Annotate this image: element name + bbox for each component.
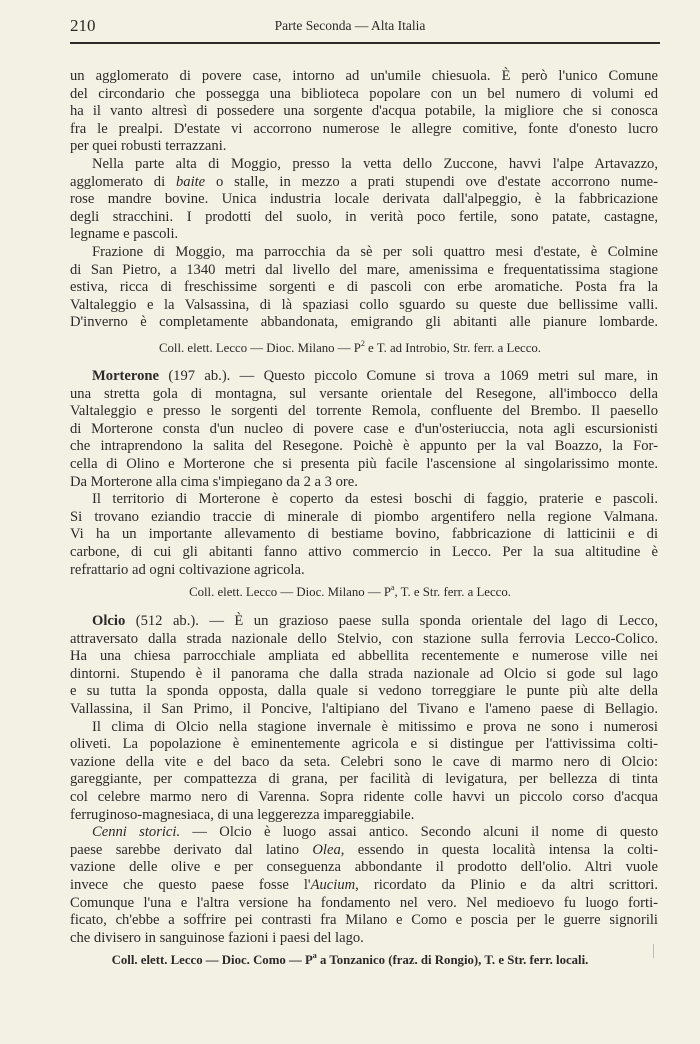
header-rule [70,42,660,44]
text-line: oliveti. La popolazione è eminentemente agricola e si distingue per l'attivissima colti- [70,736,658,753]
text-line: Frazione di Moggio, ma parrocchia da sè per soli quattro mesi d'estate, è Colmine [92,243,658,260]
text-line [70,877,658,895]
text-line [70,842,658,860]
text-line: un agglomerato di povere case, intorno ad un'umile chiesuola. È però l'unico Comune [70,68,658,84]
text-line: gareggiante, per compattezza di grana, per facilità di levigatura, per bellezza di tinta [70,771,658,788]
text-run: (512 ab.). — È un grazioso paese sulla sponda orientale del lago di Lecco, [125,613,658,629]
italic-term: Cenni storici. [92,824,181,841]
footer-text: , T. e Str. ferr. a Lecco. [394,585,511,599]
text-line: ferruginoso-magnesiaca, di una leggerezza impareggiabile. [70,806,415,823]
text-line: estiva, ricca di freschissime sorgenti e di pascoli con erbe aromatiche. Posta fra la [70,279,658,296]
text-line: Valtaleggio e presso le sorgenti del torrente Remola, confluente del Brembo. Il paesello [70,403,658,420]
entry-heading: Morterone [92,368,159,384]
text-line: Comunque l'una e l'altra versione ha fondamento nel vero. Nel medioevo fu luogo forti- [70,894,658,911]
text-line: cella di Olino e Morterone che si presenta più facile l'ascensione al singolarissimo monte. [70,455,658,472]
italic-term: Aucium [310,876,356,893]
text-line: carbone, di cui gli abitanti fanno attivo commercio in Lecco. Per la sua altitudine è [70,543,658,560]
running-header: Parte Seconda — Alta Italia [274,18,426,33]
text-line: Valtaleggio e la Valsassina, di là spaziasi collo sguardo su queste due bellissime valli. [70,296,658,313]
text-run: (197 ab.). — Questo piccolo Comune si trova a 1069 metri sul mare, in [159,368,658,384]
footer-note-moggio [0,339,700,356]
text-line: Il territorio di Morterone è coperto da estesi boschi di faggio, praterie e pascoli. [92,491,658,508]
text-run: paese sarebbe derivato dal latino [70,841,313,858]
text-line: degli stracchini. I prodotti del suolo, in verità poco fertile, sono patate, castagne, [70,208,658,225]
text-line: e su tutta la sponda opposta, dalla quale si vedono torreggiare le punte più alte della [70,683,658,700]
text-line: D'inverno è completamente abbandonata, emigrando gli abitanti alle pianure lombarde. [70,314,658,331]
page-number: 210 [70,16,96,35]
text-line [70,613,658,631]
text-line: legname e pascoli. [70,226,179,243]
text-line [70,368,658,386]
text-run: agglomerato di [70,173,176,190]
text-line: di San Pietro, a 1340 metri dal livello del mare, amenissima e frequentatissima stagione [70,261,658,278]
footer-sup: a [312,951,317,960]
text-line: fra le prealpi. D'estate vi accorrono numerose le allegre comitive, fonte d'onesto lucro [70,120,658,137]
text-line: rose mandre bovine. Unica industria locale derivata dall'alpeggio, è la fabbricazione [70,191,658,208]
text-run: , ricordato da Plinio e da altri scrittori. [355,876,658,893]
text-line: ha il vanto altresì di possedere una sorgente d'acqua potabile, la migliore che si conosca [70,103,658,120]
text-line: vazione delle olive e per conseguenza abbondante il prodotto dell'olio. Altri vuole [70,859,658,876]
text-line: vazione della vite e del baco da seta. Celebri sono le cave di marmo nero di Olcio: [70,753,658,770]
text-line: di Morterone consta d'un nucleo di povere case e d'un'osteriuccia, nota agli escursionisti [70,420,658,437]
text-line: che divisero in sanguinose fazioni i paesi del lago. [70,929,364,946]
text-line: Vi ha un importante allevamento di bestiame bovino, fabbricazione di latticinii e di [70,526,658,543]
text-line: refrattario ad ogni coltivazione agricola. [70,561,305,578]
text-line: Il clima di Olcio nella stagione invernale è mitissimo e prova ne sono i numerosi [92,718,658,735]
text-run: o stalle, in mezzo a prati stupendi ove d'estate accorrono nume- [205,173,659,190]
footer-note-olcio [0,951,700,968]
text-line: per quei robusti terrazzani. [70,138,227,155]
footer-sup: a [390,583,395,592]
footer-text: Coll. elett. Lecco — Dioc. Milano — P [158,341,361,355]
footer-text: e T. ad Introbio, Str. ferr. a Lecco. [364,341,541,355]
text-line: Ha una chiesa parrocchiale ampliata ed abbellita recentemente e numerose ville nei [70,648,658,665]
text-line: dintorni. Stupendo è il panorama che dalla strada nazionale ad Olcio si gode sul lago [70,665,658,682]
footer-sup: 2 [360,339,365,348]
section-moggio-text [70,68,658,332]
text-line [70,174,658,192]
section-morterone [70,368,658,579]
text-line: del circondario che possegga una biblioteca popolare con un bel numero di volumi ed [70,85,658,102]
text-line: col celebre marmo nero di Varenna. Sopra ridente colle havvi un piccolo corso d'acqua [70,788,658,805]
text-line: Vallassina, il San Primo, il Poncive, l'altipiano del Tivano e l'ameno paese di Bellagio. [70,700,658,717]
text-run: invece che questo paese fosse l' [70,876,311,893]
footer-text: Coll. elett. Lecco — Dioc. Como — P [111,953,313,967]
text-line: ficato, ch'ebbe a soffrire pei contrasti fra Milano e Como e poscia per le guerre signorili [70,912,658,929]
footer-text: a Tonzanico (fraz. di Rongio), T. e Str. ferr. locali. [316,953,589,967]
scan-mark [653,944,654,958]
text-line: Da Morterone alla cima s'impiegano da 2 a 3 ore. [70,473,358,490]
text-line [70,824,658,842]
text-line: che intraprendono la salita del Resegone. Poichè è appunto per la val Boazzo, la For- [70,438,658,455]
text-line: Si trovano eziandio traccie di minerale di piombo argentifero nella regione Valmana. [70,508,658,525]
text-run: , essendo in questa località intensa la colti- [340,841,658,858]
section-olcio [70,613,658,947]
text-run: — Olcio è luogo assai antico. Secondo alcuni il nome di questo [180,824,658,841]
footer-note-morterone [0,583,700,600]
text-line: Nella parte alta di Moggio, presso la vetta dello Zuccone, havvi l'alpe Artavazzo, [92,155,658,172]
italic-term: Olea [312,841,341,858]
text-line: attraversato dalla strada nazionale dello Stelvio, con stazione sulla ferrovia Lecco-Colico. [70,630,658,647]
footer-text: Coll. elett. Lecco — Dioc. Milano — P [189,585,391,599]
text-line: una stretta gola di montagna, sul versante orientale del Resegone, all'imbocco della [70,385,658,402]
entry-heading: Olcio [92,613,126,629]
italic-term: baite [175,173,206,190]
